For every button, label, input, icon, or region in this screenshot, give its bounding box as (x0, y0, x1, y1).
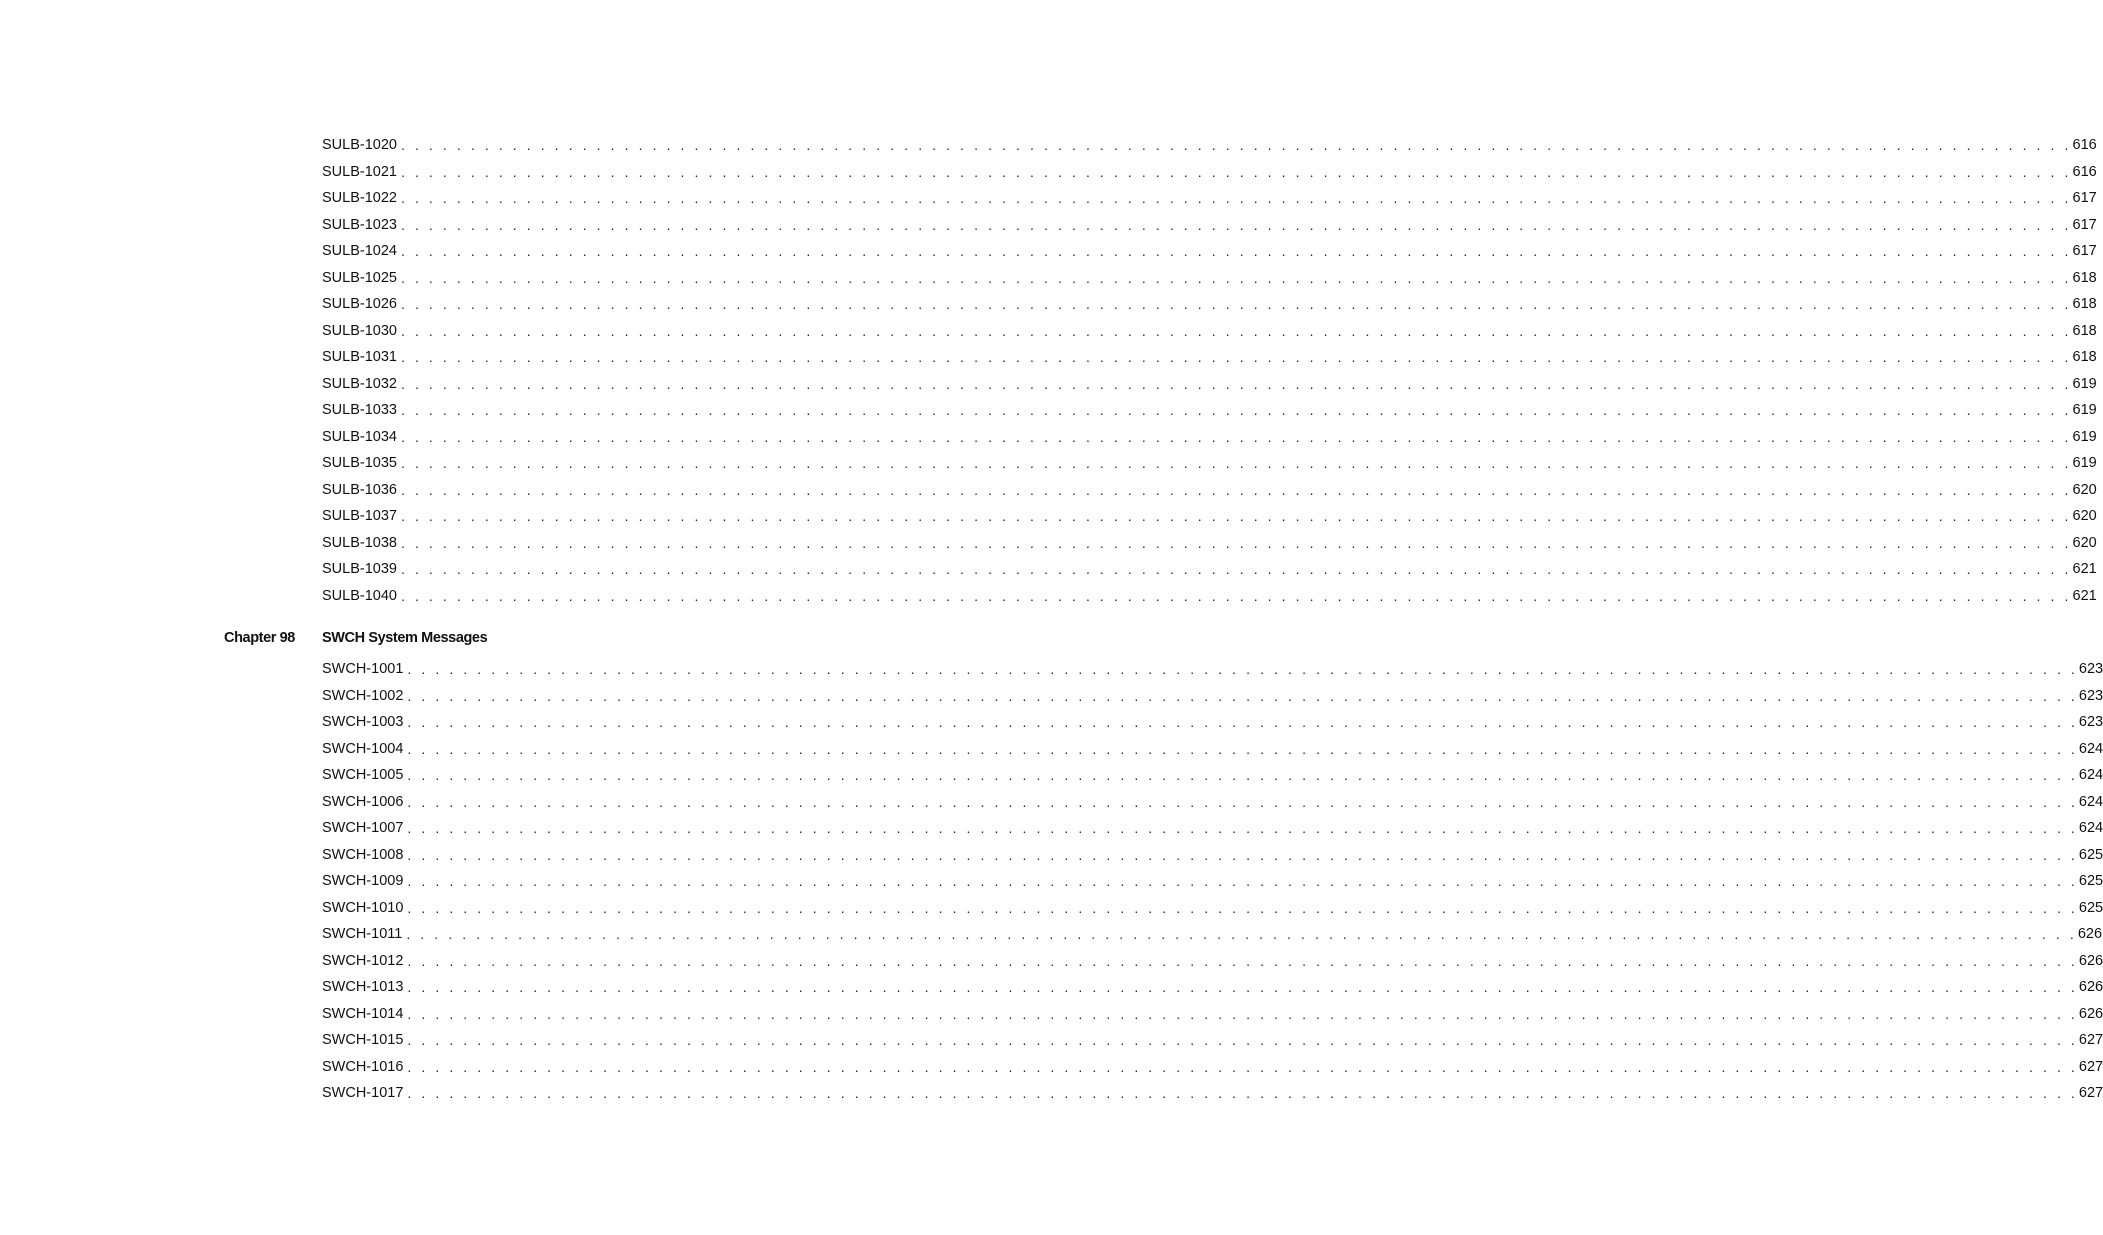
toc-entry[interactable] (322, 132, 2097, 159)
toc-entry-page-number: 618 (2072, 269, 2097, 286)
dot-leader: . . . . . . . . . . . . . . . . . . . . . . . . . . . . . . . . . . . . . . . . . . . . . . . . . . . . . . . . . . . . . . . . . . . . . . . . . . . . . . . . . . . . . . . . . . . . . . . . . . . . . . . . . . . . . . . . . . . . . . . . (400, 534, 2072, 551)
toc-entry-name: SWCH-1017 (322, 1085, 404, 1102)
toc-entry[interactable] (322, 477, 2097, 504)
dot-leader: . . . . . . . . . . . . . . . . . . . . . . . . . . . . . . . . . . . . . . . . . . . . . . . . . . . . . . . . . . . . . . . . . . . . . . . . . . . . . . . . . . . . . . . . . . . . . . . . . . . . . . . . . . . . . . . . . . . . . . . . (407, 899, 2078, 916)
dot-leader: . . . . . . . . . . . . . . . . . . . . . . . . . . . . . . . . . . . . . . . . . . . . . . . . . . . . . . . . . . . . . . . . . . . . . . . . . . . . . . . . . . . . . . . . . . . . . . . . . . . . . . . . . . . . . . . . . . . . . . . . (407, 714, 2078, 731)
toc-entry[interactable] (322, 683, 2103, 710)
dot-leader: . . . . . . . . . . . . . . . . . . . . . . . . . . . . . . . . . . . . . . . . . . . . . . . . . . . . . . . . . . . . . . . . . . . . . . . . . . . . . . . . . . . . . . . . . . . . . . . . . . . . . . . . . . . . . . . . . . . . . . . . (400, 428, 2072, 445)
toc-entry-name: SWCH-1006 (322, 793, 404, 810)
toc-entry-name: SULB-1037 (322, 508, 397, 525)
toc-entry-name: SULB-1023 (322, 216, 397, 233)
dot-leader: . . . . . . . . . . . . . . . . . . . . . . . . . . . . . . . . . . . . . . . . . . . . . . . . . . . . . . . . . . . . . . . . . . . . . . . . . . . . . . . . . . . . . . . . . . . . . . . . . . . . . . . . . . . . . . . . . . . . . . . . (400, 375, 2072, 392)
dot-leader: . . . . . . . . . . . . . . . . . . . . . . . . . . . . . . . . . . . . . . . . . . . . . . . . . . . . . . . . . . . . . . . . . . . . . . . . . . . . . . . . . . . . . . . . . . . . . . . . . . . . . . . . . . . . . . . . . . . . . . . . (400, 508, 2072, 525)
toc-entry-name: SWCH-1001 (322, 661, 404, 678)
toc-entry[interactable] (322, 318, 2097, 345)
toc-entry-page-number: 624 (2078, 740, 2103, 757)
toc-entry[interactable] (322, 789, 2103, 816)
toc-entry-name: SWCH-1012 (322, 952, 404, 969)
toc-entry[interactable] (322, 921, 2103, 948)
toc-entry[interactable] (322, 1054, 2103, 1081)
toc-entry-page-number: 617 (2072, 216, 2097, 233)
dot-leader: . . . . . . . . . . . . . . . . . . . . . . . . . . . . . . . . . . . . . . . . . . . . . . . . . . . . . . . . . . . . . . . . . . . . . . . . . . . . . . . . . . . . . . . . . . . . . . . . . . . . . . . . . . . . . . . . . . . . . . . . (407, 1005, 2078, 1022)
dot-leader: . . . . . . . . . . . . . . . . . . . . . . . . . . . . . . . . . . . . . . . . . . . . . . . . . . . . . . . . . . . . . . . . . . . . . . . . . . . . . . . . . . . . . . . . . . . . . . . . . . . . . . . . . . . . . . . . . . . . . . . . (400, 455, 2072, 472)
dot-leader: . . . . . . . . . . . . . . . . . . . . . . . . . . . . . . . . . . . . . . . . . . . . . . . . . . . . . . . . . . . . . . . . . . . . . . . . . . . . . . . . . . . . . . . . . . . . . . . . . . . . . . . . . . . . . . . . . . . . . . . . (406, 926, 2077, 943)
toc-entry-name: SWCH-1014 (322, 1005, 404, 1022)
dot-leader: . . . . . . . . . . . . . . . . . . . . . . . . . . . . . . . . . . . . . . . . . . . . . . . . . . . . . . . . . . . . . . . . . . . . . . . . . . . . . . . . . . . . . . . . . . . . . . . . . . . . . . . . . . . . . . . . . . . . . . . . (400, 481, 2072, 498)
toc-entry-page-number: 618 (2072, 349, 2097, 366)
toc-entry-page-number: 623 (2078, 661, 2103, 678)
toc-entry[interactable] (322, 371, 2097, 398)
toc-entry-name: SULB-1036 (322, 481, 397, 498)
toc-entry[interactable] (322, 556, 2097, 583)
dot-leader: . . . . . . . . . . . . . . . . . . . . . . . . . . . . . . . . . . . . . . . . . . . . . . . . . . . . . . . . . . . . . . . . . . . . . . . . . . . . . . . . . . . . . . . . . . . . . . . . . . . . . . . . . . . . . . . . . . . . . . . . (407, 687, 2078, 704)
toc-entry[interactable] (322, 185, 2097, 212)
toc-entry-page-number: 626 (2078, 1005, 2103, 1022)
toc-entry-page-number: 626 (2078, 952, 2103, 969)
toc-entry-name: SULB-1026 (322, 296, 397, 313)
toc-entry-page-number: 627 (2078, 1085, 2103, 1102)
dot-leader: . . . . . . . . . . . . . . . . . . . . . . . . . . . . . . . . . . . . . . . . . . . . . . . . . . . . . . . . . . . . . . . . . . . . . . . . . . . . . . . . . . . . . . . . . . . . . . . . . . . . . . . . . . . . . . . . . . . . . . . . (407, 1058, 2078, 1075)
toc-entry[interactable] (322, 291, 2097, 318)
toc-entry-page-number: 625 (2078, 899, 2103, 916)
toc-entry-page-number: 616 (2072, 163, 2097, 180)
dot-leader: . . . . . . . . . . . . . . . . . . . . . . . . . . . . . . . . . . . . . . . . . . . . . . . . . . . . . . . . . . . . . . . . . . . . . . . . . . . . . . . . . . . . . . . . . . . . . . . . . . . . . . . . . . . . . . . . . . . . . . . . (400, 269, 2072, 286)
toc-entry-page-number: 619 (2072, 402, 2097, 419)
toc-entry-name: SWCH-1007 (322, 820, 404, 837)
toc-entry[interactable] (322, 895, 2103, 922)
dot-leader: . . . . . . . . . . . . . . . . . . . . . . . . . . . . . . . . . . . . . . . . . . . . . . . . . . . . . . . . . . . . . . . . . . . . . . . . . . . . . . . . . . . . . . . . . . . . . . . . . . . . . . . . . . . . . . . . . . . . . . . . (400, 190, 2072, 207)
toc-entry-page-number: 626 (2078, 979, 2103, 996)
toc-entry[interactable] (322, 762, 2103, 789)
dot-leader: . . . . . . . . . . . . . . . . . . . . . . . . . . . . . . . . . . . . . . . . . . . . . . . . . . . . . . . . . . . . . . . . . . . . . . . . . . . . . . . . . . . . . . . . . . . . . . . . . . . . . . . . . . . . . . . . . . . . . . . . (400, 349, 2072, 366)
toc-entry-name: SULB-1035 (322, 455, 397, 472)
toc-entry-name: SWCH-1011 (322, 926, 403, 943)
toc-entry-page-number: 620 (2072, 534, 2097, 551)
toc-entry-name: SWCH-1009 (322, 873, 404, 890)
toc-entry-page-number: 624 (2078, 793, 2103, 810)
toc-entry[interactable] (322, 530, 2097, 557)
toc-entry-page-number: 627 (2078, 1058, 2103, 1075)
toc-entry-page-number: 626 (2077, 926, 2103, 943)
toc-entry-name: SULB-1020 (322, 137, 397, 154)
toc-entry-name: SULB-1031 (322, 349, 397, 366)
dot-leader: . . . . . . . . . . . . . . . . . . . . . . . . . . . . . . . . . . . . . . . . . . . . . . . . . . . . . . . . . . . . . . . . . . . . . . . . . . . . . . . . . . . . . . . . . . . . . . . . . . . . . . . . . . . . . . . . . . . . . . . . (400, 243, 2072, 260)
toc-entry-name: SULB-1032 (322, 375, 397, 392)
dot-leader: . . . . . . . . . . . . . . . . . . . . . . . . . . . . . . . . . . . . . . . . . . . . . . . . . . . . . . . . . . . . . . . . . . . . . . . . . . . . . . . . . . . . . . . . . . . . . . . . . . . . . . . . . . . . . . . . . . . . . . . . (407, 979, 2078, 996)
toc-entry-name: SULB-1021 (322, 163, 397, 180)
toc-entry-page-number: 618 (2072, 322, 2097, 339)
toc-entry[interactable] (322, 1080, 2103, 1107)
toc-entry[interactable] (322, 1001, 2103, 1028)
toc-entry-name: SULB-1024 (322, 243, 397, 260)
toc-entry[interactable] (322, 583, 2097, 610)
dot-leader: . . . . . . . . . . . . . . . . . . . . . . . . . . . . . . . . . . . . . . . . . . . . . . . . . . . . . . . . . . . . . . . . . . . . . . . . . . . . . . . . . . . . . . . . . . . . . . . . . . . . . . . . . . . . . . . . . . . . . . . . (407, 873, 2078, 890)
toc-entry[interactable] (322, 450, 2097, 477)
toc-entry-name: SULB-1034 (322, 428, 397, 445)
dot-leader: . . . . . . . . . . . . . . . . . . . . . . . . . . . . . . . . . . . . . . . . . . . . . . . . . . . . . . . . . . . . . . . . . . . . . . . . . . . . . . . . . . . . . . . . . . . . . . . . . . . . . . . . . . . . . . . . . . . . . . . . (400, 137, 2072, 154)
toc-entry-page-number: 619 (2072, 455, 2097, 472)
dot-leader: . . . . . . . . . . . . . . . . . . . . . . . . . . . . . . . . . . . . . . . . . . . . . . . . . . . . . . . . . . . . . . . . . . . . . . . . . . . . . . . . . . . . . . . . . . . . . . . . . . . . . . . . . . . . . . . . . . . . . . . . (400, 322, 2072, 339)
toc-entry-name: SWCH-1002 (322, 687, 404, 704)
toc-entry-page-number: 625 (2078, 873, 2103, 890)
toc-entry-name: SWCH-1016 (322, 1058, 404, 1075)
toc-entry-name: SWCH-1010 (322, 899, 404, 916)
toc-entry-name: SWCH-1013 (322, 979, 404, 996)
toc-entry-name: SULB-1030 (322, 322, 397, 339)
toc-entry[interactable] (322, 344, 2097, 371)
toc-entry-page-number: 620 (2072, 481, 2097, 498)
toc-entry-page-number: 617 (2072, 243, 2097, 260)
dot-leader: . . . . . . . . . . . . . . . . . . . . . . . . . . . . . . . . . . . . . . . . . . . . . . . . . . . . . . . . . . . . . . . . . . . . . . . . . . . . . . . . . . . . . . . . . . . . . . . . . . . . . . . . . . . . . . . . . . . . . . . . (400, 163, 2072, 180)
toc-entry[interactable] (322, 212, 2097, 239)
toc-entry[interactable] (322, 842, 2103, 869)
toc-entry[interactable] (322, 709, 2103, 736)
toc-entry-page-number: 623 (2078, 714, 2103, 731)
toc-list-swch (322, 656, 2103, 1107)
dot-leader: . . . . . . . . . . . . . . . . . . . . . . . . . . . . . . . . . . . . . . . . . . . . . . . . . . . . . . . . . . . . . . . . . . . . . . . . . . . . . . . . . . . . . . . . . . . . . . . . . . . . . . . . . . . . . . . . . . . . . . . . (407, 740, 2078, 757)
toc-entry-page-number: 618 (2072, 296, 2097, 313)
toc-entry-page-number: 621 (2072, 561, 2097, 578)
toc-entry[interactable] (322, 265, 2097, 292)
toc-entry-page-number: 621 (2072, 587, 2097, 604)
toc-entry-name: SWCH-1015 (322, 1032, 404, 1049)
toc-entry[interactable] (322, 159, 2097, 186)
toc-entry-page-number: 620 (2072, 508, 2097, 525)
toc-entry[interactable] (322, 503, 2097, 530)
toc-entry-name: SWCH-1005 (322, 767, 404, 784)
dot-leader: . . . . . . . . . . . . . . . . . . . . . . . . . . . . . . . . . . . . . . . . . . . . . . . . . . . . . . . . . . . . . . . . . . . . . . . . . . . . . . . . . . . . . . . . . . . . . . . . . . . . . . . . . . . . . . . . . . . . . . . . (407, 793, 2078, 810)
toc-entry-name: SWCH-1004 (322, 740, 404, 757)
toc-entry-name: SWCH-1003 (322, 714, 404, 731)
toc-entry[interactable] (322, 656, 2103, 683)
toc-entry-name: SULB-1039 (322, 561, 397, 578)
toc-entry-name: SULB-1022 (322, 190, 397, 207)
toc-entry-page-number: 619 (2072, 428, 2097, 445)
dot-leader: . . . . . . . . . . . . . . . . . . . . . . . . . . . . . . . . . . . . . . . . . . . . . . . . . . . . . . . . . . . . . . . . . . . . . . . . . . . . . . . . . . . . . . . . . . . . . . . . . . . . . . . . . . . . . . . . . . . . . . . . (400, 216, 2072, 233)
dot-leader: . . . . . . . . . . . . . . . . . . . . . . . . . . . . . . . . . . . . . . . . . . . . . . . . . . . . . . . . . . . . . . . . . . . . . . . . . . . . . . . . . . . . . . . . . . . . . . . . . . . . . . . . . . . . . . . . . . . . . . . . (407, 1032, 2078, 1049)
toc-entry[interactable] (322, 974, 2103, 1001)
toc-entry-page-number: 616 (2072, 137, 2097, 154)
toc-entry-name: SULB-1033 (322, 402, 397, 419)
toc-entry-name: SULB-1025 (322, 269, 397, 286)
dot-leader: . . . . . . . . . . . . . . . . . . . . . . . . . . . . . . . . . . . . . . . . . . . . . . . . . . . . . . . . . . . . . . . . . . . . . . . . . . . . . . . . . . . . . . . . . . . . . . . . . . . . . . . . . . . . . . . . . . . . . . . . (407, 952, 2078, 969)
toc-entry[interactable] (322, 948, 2103, 975)
toc-entry[interactable] (322, 424, 2097, 451)
toc-entry-page-number: 619 (2072, 375, 2097, 392)
dot-leader: . . . . . . . . . . . . . . . . . . . . . . . . . . . . . . . . . . . . . . . . . . . . . . . . . . . . . . . . . . . . . . . . . . . . . . . . . . . . . . . . . . . . . . . . . . . . . . . . . . . . . . . . . . . . . . . . . . . . . . . . (407, 820, 2078, 837)
toc-entry-page-number: 617 (2072, 190, 2097, 207)
chapter-heading (224, 626, 487, 650)
toc-entry-page-number: 624 (2078, 820, 2103, 837)
toc-entry[interactable] (322, 815, 2103, 842)
toc-entry-page-number: 625 (2078, 846, 2103, 863)
dot-leader: . . . . . . . . . . . . . . . . . . . . . . . . . . . . . . . . . . . . . . . . . . . . . . . . . . . . . . . . . . . . . . . . . . . . . . . . . . . . . . . . . . . . . . . . . . . . . . . . . . . . . . . . . . . . . . . . . . . . . . . . (400, 296, 2072, 313)
toc-entry-name: SULB-1040 (322, 587, 397, 604)
toc-entry-page-number: 627 (2078, 1032, 2103, 1049)
toc-list-sulb (322, 132, 2097, 609)
toc-entry[interactable] (322, 736, 2103, 763)
dot-leader: . . . . . . . . . . . . . . . . . . . . . . . . . . . . . . . . . . . . . . . . . . . . . . . . . . . . . . . . . . . . . . . . . . . . . . . . . . . . . . . . . . . . . . . . . . . . . . . . . . . . . . . . . . . . . . . . . . . . . . . . (407, 661, 2078, 678)
dot-leader: . . . . . . . . . . . . . . . . . . . . . . . . . . . . . . . . . . . . . . . . . . . . . . . . . . . . . . . . . . . . . . . . . . . . . . . . . . . . . . . . . . . . . . . . . . . . . . . . . . . . . . . . . . . . . . . . . . . . . . . . (400, 402, 2072, 419)
dot-leader: . . . . . . . . . . . . . . . . . . . . . . . . . . . . . . . . . . . . . . . . . . . . . . . . . . . . . . . . . . . . . . . . . . . . . . . . . . . . . . . . . . . . . . . . . . . . . . . . . . . . . . . . . . . . . . . . . . . . . . . . (407, 767, 2078, 784)
dot-leader: . . . . . . . . . . . . . . . . . . . . . . . . . . . . . . . . . . . . . . . . . . . . . . . . . . . . . . . . . . . . . . . . . . . . . . . . . . . . . . . . . . . . . . . . . . . . . . . . . . . . . . . . . . . . . . . . . . . . . . . . (400, 561, 2072, 578)
toc-entry[interactable] (322, 868, 2103, 895)
chapter-label: Chapter 98 (224, 630, 295, 646)
toc-entry-name: SULB-1038 (322, 534, 397, 551)
toc-entry[interactable] (322, 238, 2097, 265)
chapter-title[interactable]: SWCH System Messages (322, 630, 488, 646)
dot-leader: . . . . . . . . . . . . . . . . . . . . . . . . . . . . . . . . . . . . . . . . . . . . . . . . . . . . . . . . . . . . . . . . . . . . . . . . . . . . . . . . . . . . . . . . . . . . . . . . . . . . . . . . . . . . . . . . . . . . . . . . (407, 1085, 2078, 1102)
toc-entry-page-number: 623 (2078, 687, 2103, 704)
dot-leader: . . . . . . . . . . . . . . . . . . . . . . . . . . . . . . . . . . . . . . . . . . . . . . . . . . . . . . . . . . . . . . . . . . . . . . . . . . . . . . . . . . . . . . . . . . . . . . . . . . . . . . . . . . . . . . . . . . . . . . . . (400, 587, 2072, 604)
toc-entry-name: SWCH-1008 (322, 846, 404, 863)
toc-entry[interactable] (322, 1027, 2103, 1054)
toc-entry[interactable] (322, 397, 2097, 424)
toc-entry-page-number: 624 (2078, 767, 2103, 784)
dot-leader: . . . . . . . . . . . . . . . . . . . . . . . . . . . . . . . . . . . . . . . . . . . . . . . . . . . . . . . . . . . . . . . . . . . . . . . . . . . . . . . . . . . . . . . . . . . . . . . . . . . . . . . . . . . . . . . . . . . . . . . . (407, 846, 2078, 863)
